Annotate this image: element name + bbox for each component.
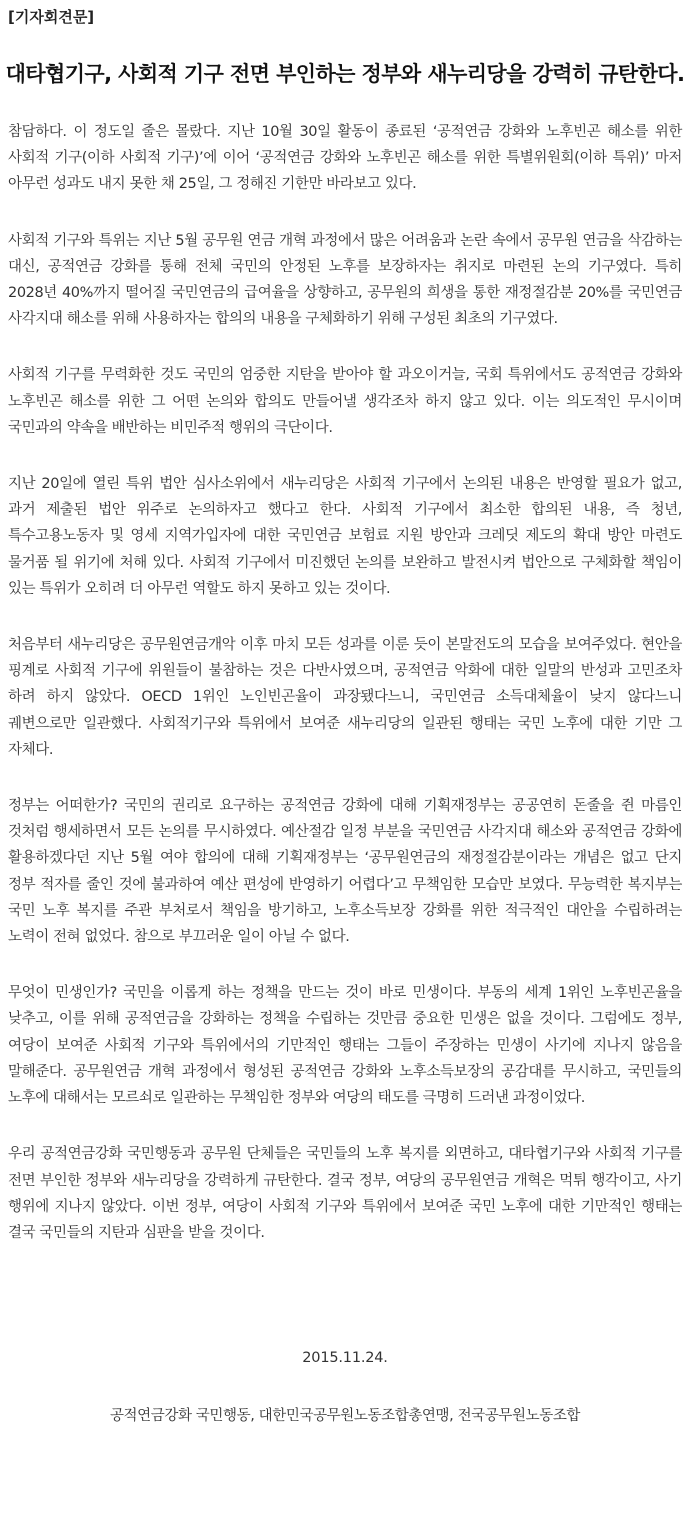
- document-tag: [기자회견문]: [8, 8, 95, 26]
- paragraph-6: 정부는 어떠한가? 국민의 권리로 요구하는 공적연금 강화에 대해 기획재정부는 공공연히 돈줄을 쥔 마름인 것처럼 행세하면서 모든 논의를 무시하였다. 예산절감 일정 부분을 국민연금 사각지대 해소와 공적연금 강화에 활용하겠다던 지난 5월 여야 합의에 대해 기획재정부는 ‘공무원연금의 재정절감분이라는 개념은 없고 단지 정부 적자를 줄인 것에 불과하여 예산 편성에 반영하기 어렵다’고 무책임한 모습만 보였다. 무능력한 복지부는 국민 노후 복지를 주관 부처로서 책임을 방기하고, 노후소득보장 강화를 위한 적극적인 대안을 수립하려는 노력이 전혀 없었다. 참으로 부끄러운 일이 아닐 수 없다.: [8, 798, 682, 946]
- paragraph-1: 참담하다. 이 정도일 줄은 몰랐다. 지난 10월 30일 활동이 종료된 ‘공적연금 강화와 노후빈곤 해소를 위한 사회적 기구(이하 사회적 기구)’에 이어 ‘공적연금 강화와 노후빈곤 해소를 위한 특별위원회(이하 특위)’ 마저 아무런 성과도 내지 못한 채 25일, 그 정해진 기한만 바라보고 있다.: [8, 124, 682, 193]
- paragraph-4: 지난 20일에 열린 특위 법안 심사소위에서 새누리당은 사회적 기구에서 논의된 내용은 반영할 필요가 없고, 과거 제출된 법안 위주로 논의하자고 했다고 한다. 사회적 기구에서 최소한 합의된 내용, 즉 청년, 특수고용노동자 및 영세 지역가입자에 대한 국민연금 보험료 지원 방안과 크레딧 제도의 확대 방안 마련도 물거품 될 위기에 처해 있다. 사회적 기구에서 미진했던 논의를 보완하고 발전시켜 법안으로 구체화할 책임이 있는 특위가 오히려 더 아무런 역할도 하지 못하고 있는 것이다.: [8, 476, 682, 597]
- paragraph-5: 처음부터 새누리당은 공무원연금개악 이후 마치 모든 성과를 이룬 듯이 본말전도의 모습을 보여주었다. 현안을 핑계로 사회적 기구에 위원들이 불참하는 것은 다반사였으며, 공적연금 악화에 대한 일말의 반성과 고민조차 하려 하지 않았다. OECD 1위인 노인빈곤율이 과장됐다느니, 국민연금 소득대체율이 낮지 않다느니 궤변으로만 일관했다. 사회적기구와 특위에서 보여준 새누리당의 일관된 행태는 국민 노후에 대한 기만 그 자체다.: [8, 637, 682, 758]
- paragraph-2: 사회적 기구와 특위는 지난 5월 공무원 연금 개혁 과정에서 많은 어려움과 논란 속에서 공무원 연금을 삭감하는 대신, 공적연금 강화를 통해 전체 국민의 안정된 노후를 보장하자는 취지로 마련된 논의 기구였다. 특히 2028년 40%까지 떨어질 국민연금의 급여율을 상향하고, 공무원의 희생을 통한 재정절감분 20%를 국민연금 사각지대 해소를 위해 사용하자는 합의의 내용을 구체화하기 위해 구성된 최초의 기구였다.: [8, 232, 682, 328]
- statement-date: 2015.11.24.: [302, 1350, 388, 1366]
- statement-body: [8, 119, 682, 1276]
- signing-organizations: 공적연금강화 국민행동, 대한민국공무원노동조합총연맹, 전국공무원노동조합: [109, 1408, 581, 1424]
- paragraph-3: 사회적 기구를 무력화한 것도 국민의 엄중한 지탄을 받아야 할 과오이거늘, 국회 특위에서도 공적연금 강화와 노후빈곤 해소를 위한 그 어떤 논의와 합의도 만들어낼 생각조차 하지 않고 있다. 이는 의도적인 무시이며 국민과의 약속을 배반하는 비민주적 행위의 극단이다.: [8, 367, 682, 436]
- page-title: 대타협기구, 사회적 기구 전면 부인하는 정부와 새누리당을 강력히 규탄한다.: [5, 62, 685, 86]
- paragraph-8: 우리 공적연금강화 국민행동과 공무원 단체들은 국민들의 노후 복지를 외면하고, 대타협기구와 사회적 기구를 전면 부인한 정부와 새누리당을 강력하게 규탄한다. 결국 정부, 여당의 공무원연금 개혁은 먹튀 행각이고, 사기 행위에 지나지 않았다. 이번 정부, 여당이 사회적 기구와 특위에서 보여준 국민 노후에 대한 기만적인 행태는 결국 국민들의 지탄과 심판을 받을 것이다.: [8, 1146, 682, 1241]
- paragraph-7: 무엇이 민생인가? 국민을 이롭게 하는 정책을 만드는 것이 바로 민생이다. 부동의 세계 1위인 노후빈곤율을 낮추고, 이를 위해 공적연금을 강화하는 정책을 수립하는 것만큼 중요한 민생은 없을 것이다. 그럼에도 정부, 여당이 보여준 사회적 기구와 특위에서의 기만적인 행태는 그들이 주장하는 민생이 사기에 지나지 않음을 말해준다. 공무원연금 개혁 과정에서 형성된 공적연금 강화와 노후소득보장의 공감대를 무시하고, 국민들의 노후에 대해서는 모르쇠로 일관하는 무책임한 정부와 여당의 태도를 극명히 드러낸 과정이었다.: [8, 985, 682, 1107]
